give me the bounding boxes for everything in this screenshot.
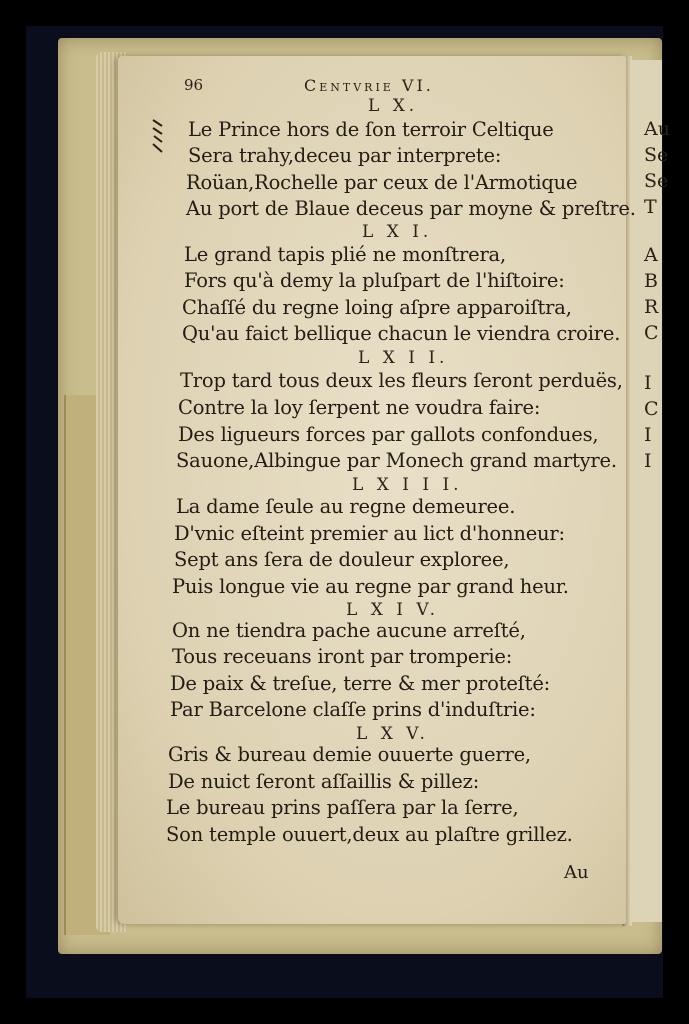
verse-line: Sauone,Albingue par Monech grand martyre. (176, 449, 617, 472)
quatrain-numeral: L X. (368, 96, 419, 116)
facing-page (630, 60, 670, 922)
quatrain-numeral: L X I I I. (352, 475, 463, 495)
verse-line: Qu'au faict bellique chacun le viendra croire. (182, 322, 621, 345)
facing-letter: Au (644, 118, 670, 140)
verse-line: Fors qu'à demy la pluſpart de l'hiſtoire: (184, 269, 565, 292)
catchword: Au (564, 862, 589, 883)
verse-line: De nuict ſeront aſſaillis & pillez: (168, 770, 480, 793)
verse-line: Le grand tapis plié ne monſtrera, (184, 243, 506, 266)
facing-letter: I (644, 424, 652, 446)
verse-line: Contre la loy ſerpent ne voudra faire: (178, 396, 541, 419)
facing-letter: Se (644, 170, 669, 192)
verse-line: Sept ans ſera de douleur exploree, (174, 548, 510, 571)
running-head: Centvrie VI. (304, 76, 434, 95)
quatrain-numeral: L X V. (356, 724, 429, 744)
verse-line: Par Barcelone claſſe prins d'induſtrie: (170, 698, 536, 721)
verse-line: Au port de Blaue deceus par moyne & preſtre. (186, 197, 636, 220)
verse-line: On ne tiendra pache aucune arreſté, (172, 619, 526, 642)
verse-line: Sera trahy,deceu par interprete: (188, 144, 502, 167)
verse-line: Gris & bureau demie ouuerte guerre, (168, 743, 531, 766)
facing-letter: I (644, 450, 652, 472)
verse-line: Tous receuans iront par tromperie: (172, 645, 513, 668)
verse-line: Le bureau prins paſſera par la ſerre, (166, 796, 519, 819)
facing-letter: B (644, 270, 658, 292)
facing-letter: R (644, 296, 659, 318)
facing-letter: I (644, 372, 652, 394)
verse-line: La dame ſeule au regne demeuree. (176, 495, 516, 518)
verse-line: Trop tard tous deux les fleurs ſeront perduës, (180, 369, 623, 392)
facing-letter: Se (644, 144, 669, 166)
verse-line: D'vnic eſteint premier au lict d'honneur: (174, 522, 565, 545)
verse-line: Son temple ouuert,deux au plaſtre grillez. (166, 823, 573, 846)
verse-line: Des ligueurs forces par gallots confondues, (178, 423, 599, 446)
verse-line: Chaſſé du regne loing aſpre apparoiſtra, (182, 296, 572, 319)
quatrain-numeral: L X I I. (358, 348, 449, 368)
verse-line: Roüan,Rochelle par ceux de l'Armotique (186, 171, 578, 194)
facing-letter: C (644, 322, 659, 344)
quatrain-numeral: L X I V. (346, 600, 440, 620)
verse-line: Puis longue vie au regne par grand heur. (172, 575, 569, 598)
page-number: 96 (184, 76, 204, 94)
verse-line: Le Prince hors de ſon terroir Celtique (188, 118, 554, 141)
verse-line: De paix & treſue, terre & mer proteſté: (170, 672, 551, 695)
marginal-annotation-mark (150, 118, 166, 158)
facing-letter: T (644, 196, 657, 218)
facing-letter: C (644, 398, 659, 420)
facing-letter: A (644, 244, 658, 266)
quatrain-numeral: L X I. (362, 222, 433, 242)
